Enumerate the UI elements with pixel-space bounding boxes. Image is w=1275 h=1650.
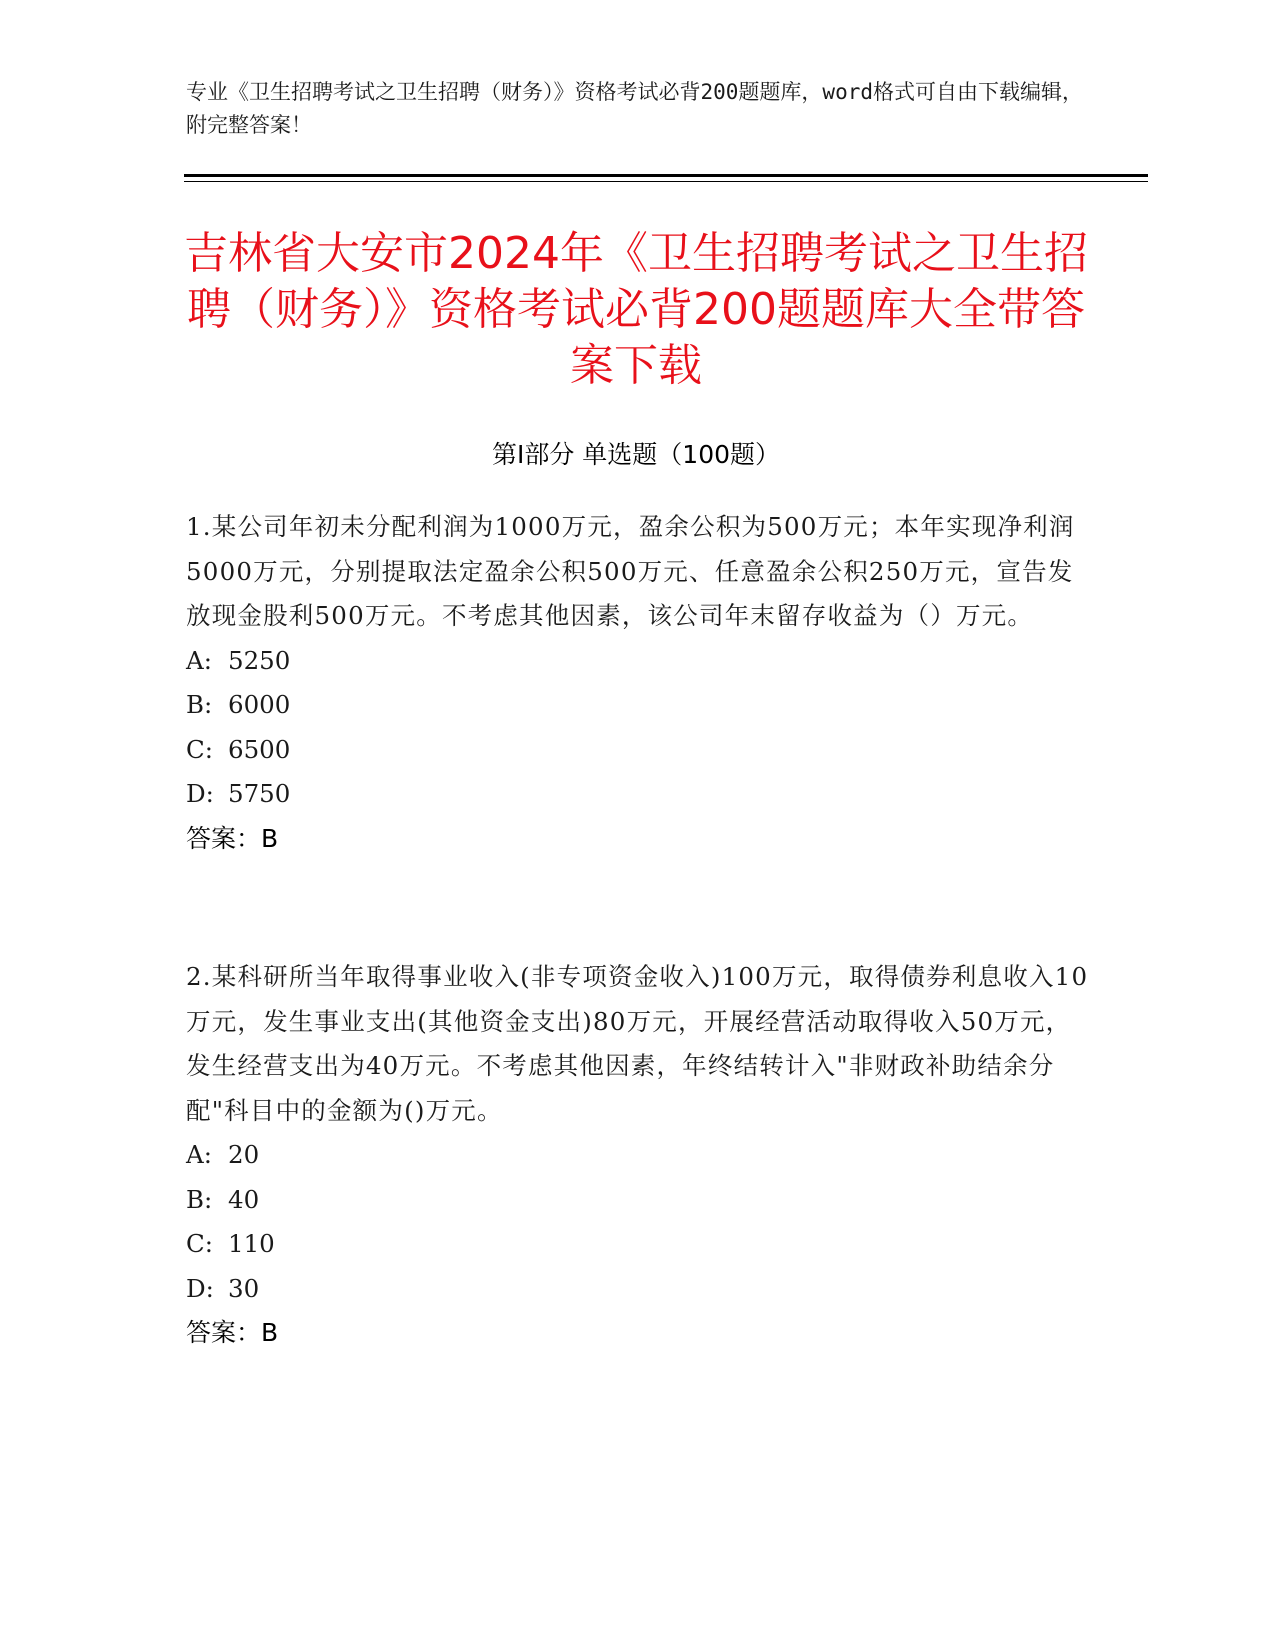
- option-a: [186, 1133, 1091, 1178]
- document-title: 吉林省大安市2024年《卫生招聘考试之卫生招聘（财务）》资格考试必背200题题库大全带答案下载: [184, 228, 1088, 391]
- option-key: B:: [186, 690, 213, 719]
- option-a: [186, 639, 1091, 684]
- option-text: 30: [228, 1273, 260, 1303]
- option-d: [186, 772, 1091, 817]
- option-key: D:: [186, 779, 214, 808]
- option-text: 40: [228, 1184, 260, 1214]
- option-c: [186, 1222, 1091, 1267]
- option-key: C:: [186, 734, 214, 764]
- option-c: [186, 728, 1091, 773]
- header-note: 专业《卫生招聘考试之卫生招聘（财务）》资格考试必背200题题库，word格式可自由下载编辑，附完整答案！: [186, 80, 1083, 137]
- option-key: B:: [186, 1184, 213, 1214]
- question-stem: 2.某科研所当年取得事业收入(非专项资金收入)100万元，取得债券利息收入10万元，发生事业支出(其他资金支出)80万元，开展经营活动取得收入50万元，发生经营支出为40万元。不考虑其他因素，年终结转计入"非财政补助结余分配"科目中的金额为()万元。: [186, 962, 1089, 1125]
- option-text: 20: [228, 1140, 260, 1169]
- option-key: C:: [186, 1229, 214, 1258]
- option-text: 5250: [228, 645, 291, 675]
- option-b: [186, 683, 1091, 728]
- option-key: A:: [186, 645, 212, 675]
- option-key: A:: [186, 1140, 212, 1169]
- option-text: 6000: [228, 690, 291, 719]
- option-d: [186, 1267, 1091, 1312]
- section-title: 第Ⅰ部分 单选题（100题）: [491, 440, 781, 469]
- option-text: 6500: [228, 734, 291, 764]
- answer-line: 答案：B: [186, 1318, 279, 1347]
- option-key: D:: [186, 1273, 214, 1303]
- header-rule-thin: [184, 181, 1148, 182]
- answer-line: 答案：B: [186, 823, 279, 853]
- question-stem: 1.某公司年初未分配利润为1000万元，盈余公积为500万元；本年实现净利润5000万元，分别提取法定盈余公积500万元、任意盈余公积250万元，宣告发放现金股利500万元。不考虑其他因素，该公司年末留存收益为（）万元。: [186, 512, 1075, 630]
- question-2: [186, 955, 1091, 1356]
- option-text: 5750: [228, 779, 291, 808]
- option-text: 110: [228, 1229, 275, 1258]
- option-b: [186, 1178, 1091, 1223]
- header-rule-thick: [184, 174, 1148, 177]
- question-1: [186, 505, 1091, 861]
